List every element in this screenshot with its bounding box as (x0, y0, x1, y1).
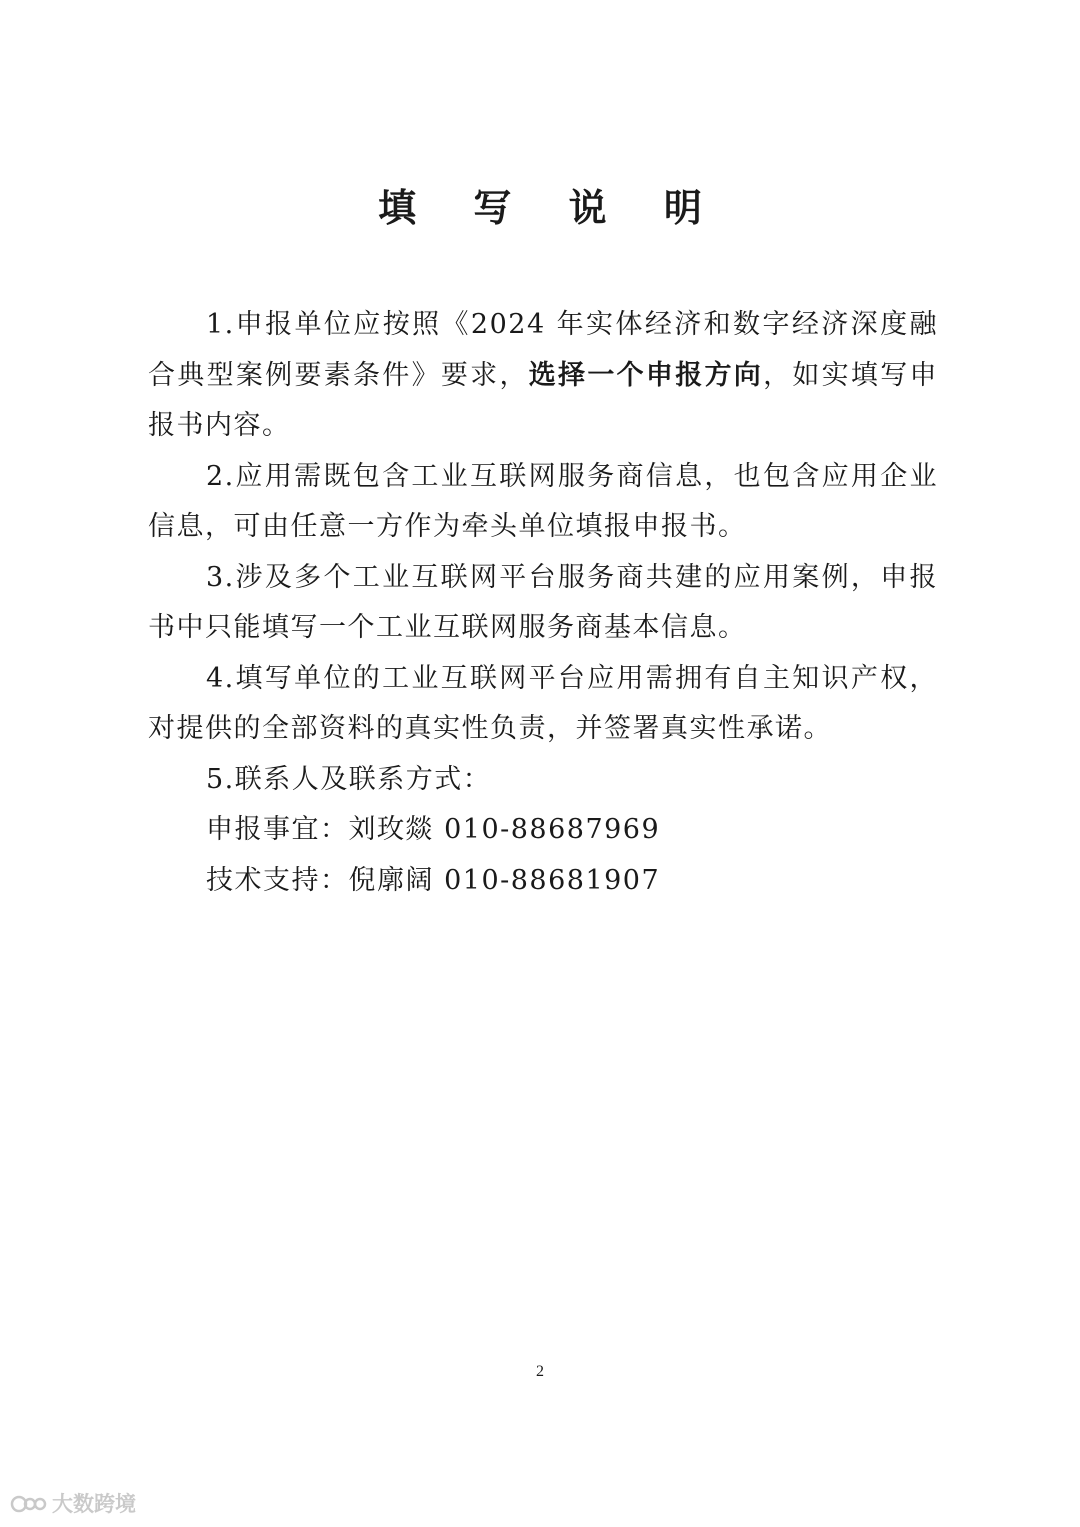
instructions-body (148, 300, 938, 906)
instruction-emphasis: 选择一个申报方向 (528, 359, 764, 391)
contact-application: 申报事宜：刘玫燚 010-88687969 (206, 814, 661, 845)
instruction-item-1: 1.申报单位应按照《2024 年实体经济和数字经济深度融合典型案例要素条件》要求，选择一个申报方向，如实填写申报书内容。 (148, 309, 939, 441)
page-title: 填 写 说 明 (378, 186, 724, 230)
page-number: 2 (536, 1363, 544, 1380)
watermark-logo-icon (10, 1491, 48, 1515)
contact-heading: 5.联系人及联系方式： (206, 763, 492, 795)
contact-tech-support: 技术支持：倪廓阔 010-88681907 (206, 864, 661, 896)
watermark-text: 大数跨境 (52, 1492, 136, 1516)
instruction-item-2: 2.应用需既包含工业互联网服务商信息，也包含应用企业信息，可由任意一方作为牵头单位填报申报书。 (148, 460, 938, 542)
instruction-item-3: 3.涉及多个工业互联网平台服务商共建的应用案例，申报书中只能填写一个工业互联网服务商基本信息。 (148, 561, 938, 643)
watermark (10, 1488, 136, 1518)
instruction-item-4: 4.填写单位的工业互联网平台应用需拥有自主知识产权，对提供的全部资料的真实性负责，并签署真实性承诺。 (148, 662, 938, 744)
